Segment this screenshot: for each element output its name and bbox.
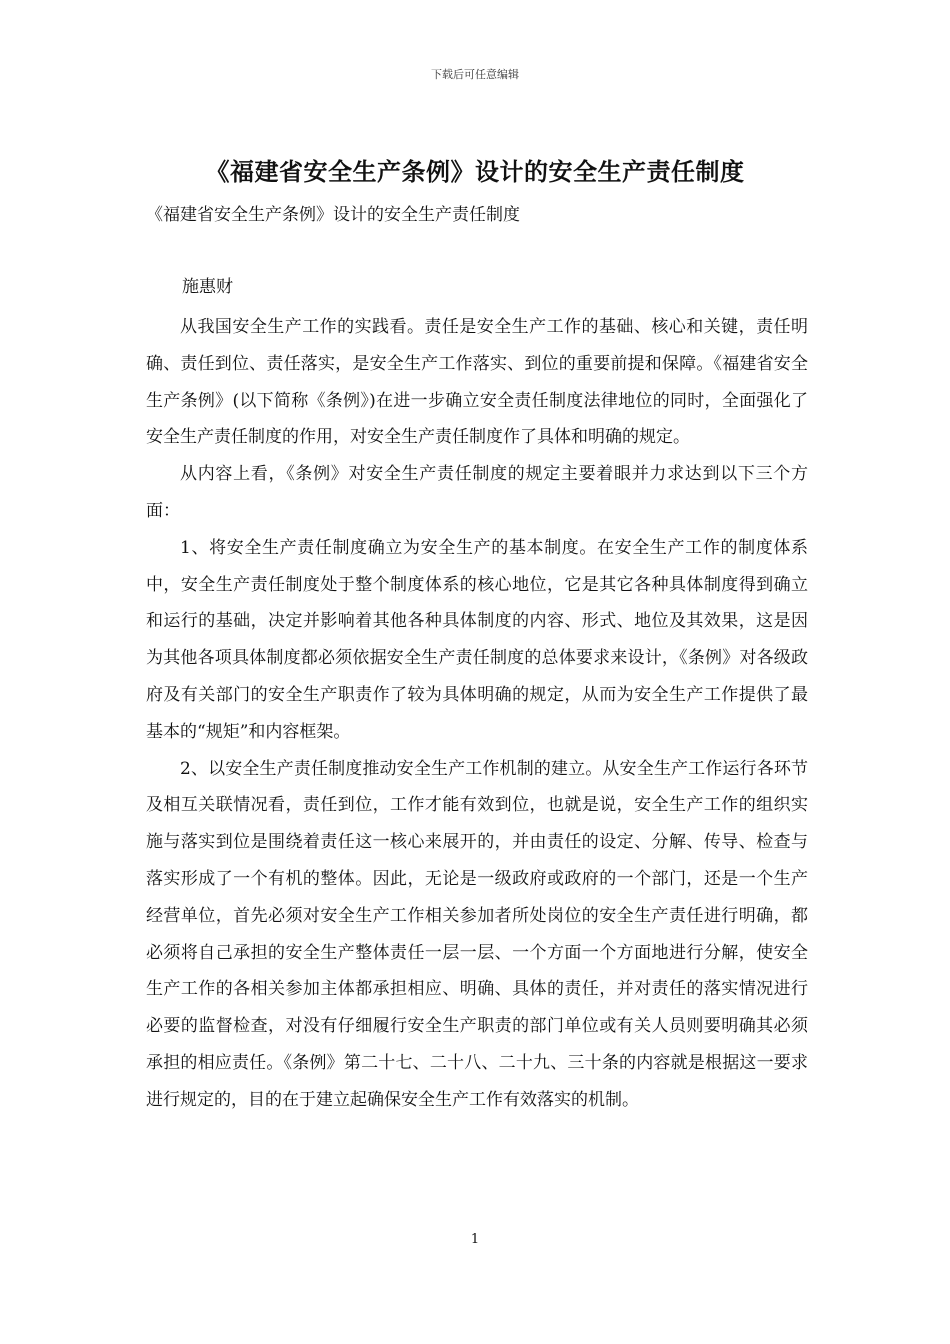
paragraph-overview: 从内容上看，《条例》对安全生产责任制度的规定主要着眼并力求达到以下三个方面： bbox=[146, 464, 808, 521]
paragraph-point-1: 1、将安全生产责任制度确立为安全生产的基本制度。在安全生产工作的制度体系中，安全生产责任制度处于整个制度体系的核心地位，它是其它各种具体制度得到确立和运行的基础，决定并影响着其他各种具体制度的内容、形式、地位及其效果，这是因为其他各项具体制度都必须依据安全生产责任制度的总体要求来设计，《条例》对各级政府及有关部门的安全生产职责作了较为具体明确的规定，从而为安全生产工作提供了最基本的“规矩”和内容框架。 bbox=[146, 537, 808, 742]
document-title: 《福建省安全生产条例》设计的安全生产责任制度 bbox=[205, 158, 745, 186]
document-subtitle: 《福建省安全生产条例》设计的安全生产责任制度 bbox=[146, 205, 520, 225]
paragraph-point-2: 2、以安全生产责任制度推动安全生产工作机制的建立。从安全生产工作运行各环节及相互关联情况看，责任到位，工作才能有效到位，也就是说，安全生产工作的组织实施与落实到位是围绕着责任这一核心来展开的，并由责任的设定、分解、传导、检查与落实形成了一个有机的整体。因此，无论是一级政府或政府的一个部门，还是一个生产经营单位，首先必须对安全生产工作相关参加者所处岗位的安全生产责任进行明确，都必须将自己承担的安全生产整体责任一层一层、一个方面一个方面地进行分解，使安全生产工作的各相关参加主体都承担相应、明确、具体的责任，并对责任的落实情况进行必要的监督检查，对没有仔细履行安全生产职责的部门单位或有关人员则要明确其必须承担的相应责任。《条例》第二十七、二十八、二十九、三十条的内容就是根据这一要求进行规定的，目的在于建立起确保安全生产工作有效落实的机制。 bbox=[146, 758, 808, 1110]
paragraph-intro: 从我国安全生产工作的实践看。责任是安全生产工作的基础、核心和关键，责任明确、责任到位、责任落实，是安全生产工作落实、到位的重要前提和保障。《福建省安全生产条例》(以下简称《条例》)在进一步确立安全责任制度法律地位的同时，全面强化了安全生产责任制度的作用，对安全生产责任制度作了具体和明确的规定。 bbox=[146, 317, 808, 448]
page-number: 1 bbox=[470, 1232, 480, 1247]
header-note: 下载后可任意编辑 bbox=[431, 68, 519, 81]
author-name: 施惠财 bbox=[182, 277, 233, 297]
body-text bbox=[146, 309, 808, 1119]
